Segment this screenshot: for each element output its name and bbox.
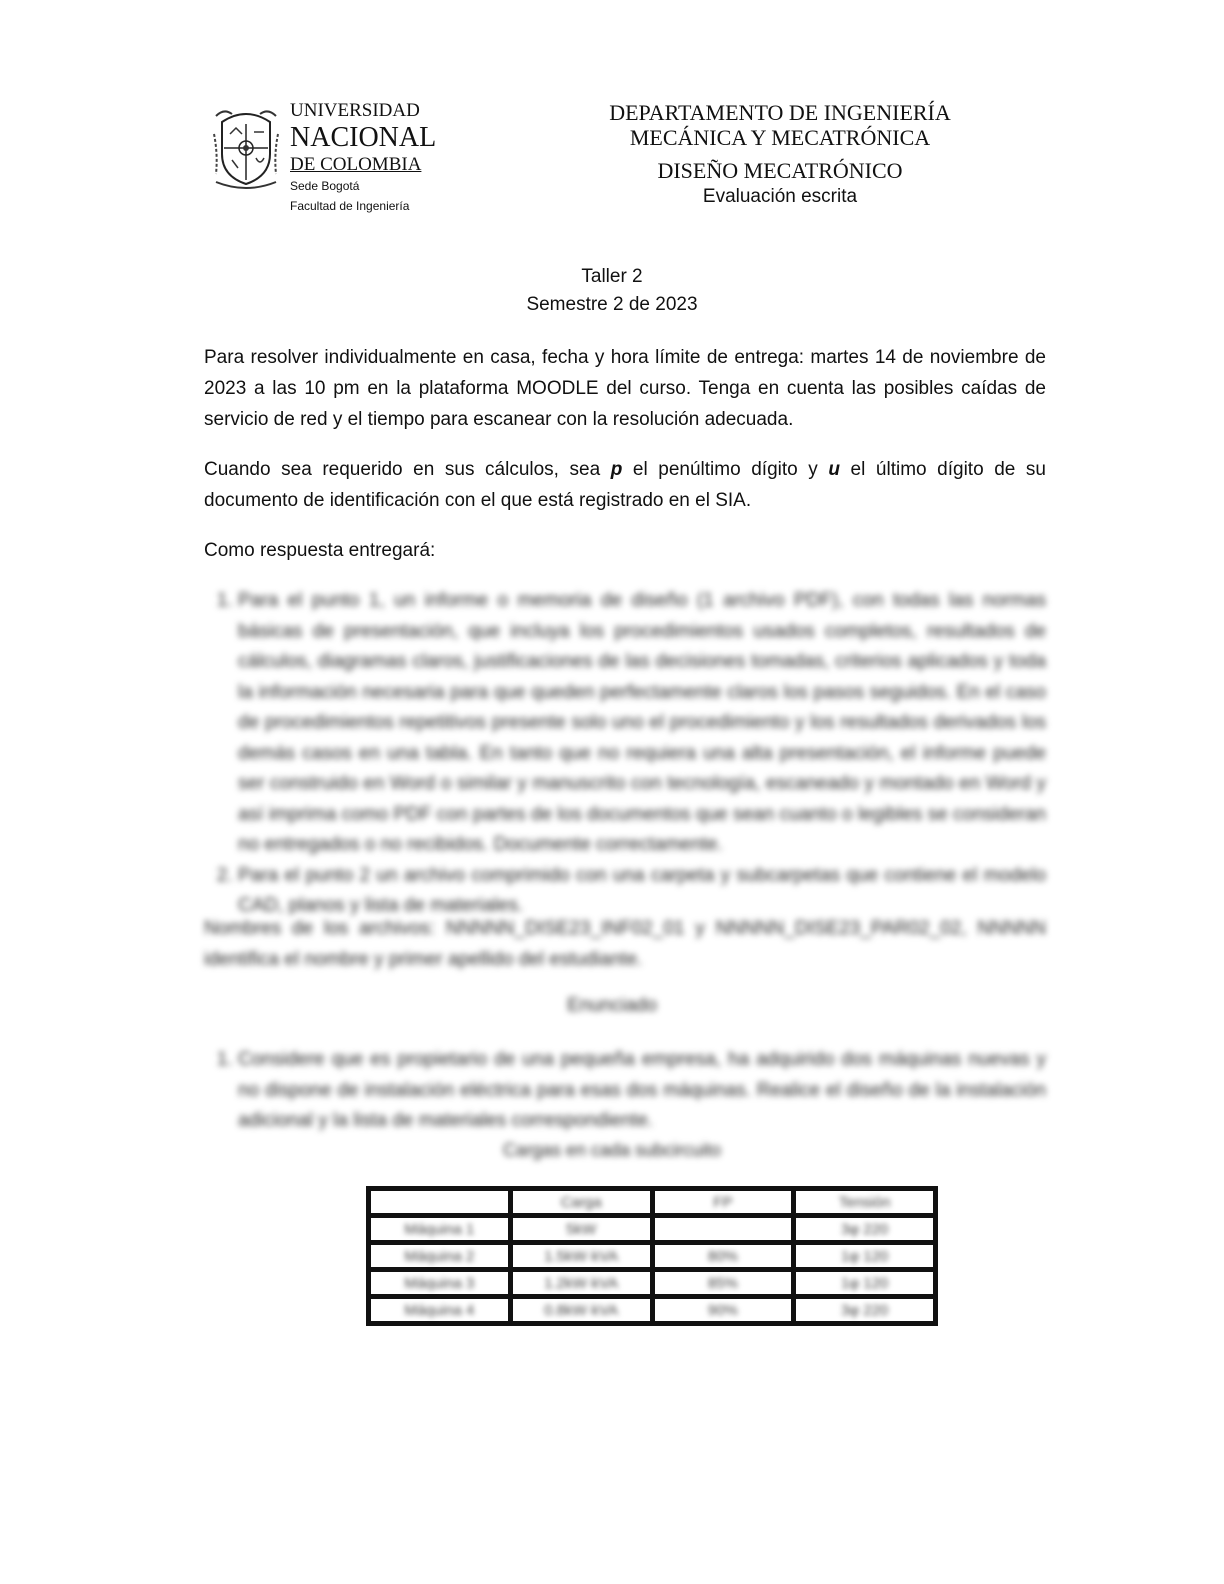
table-row — [369, 1270, 936, 1297]
table-header-row — [369, 1189, 936, 1216]
problem-statement — [204, 1045, 1046, 1137]
university-name-line2: NACIONAL — [290, 122, 437, 153]
table-header-cell: Tensión — [838, 1193, 891, 1211]
evaluation-type: Evaluación escrita — [702, 186, 858, 207]
university-sede: Sede Bogotá — [290, 179, 360, 193]
table-cell: Máquina 3 — [404, 1274, 475, 1292]
university-crest-icon — [212, 104, 280, 190]
digits-paragraph — [204, 454, 1046, 516]
deliverable-item: 2. Para el punto 2 un archivo comprimido con una carpeta y subcarpetas que contiene el modelo CAD, planos y lista de materiales. — [238, 861, 1046, 922]
table-row — [369, 1297, 936, 1324]
table-cell: 3φ 220 — [840, 1220, 889, 1238]
digit-u: u — [828, 459, 840, 480]
course-name: DISEÑO MECATRÓNICO — [657, 158, 903, 183]
section-heading: Enunciado — [567, 995, 657, 1016]
table-cell: 1φ 120 — [840, 1247, 889, 1265]
deliverables-label: Como respuesta entregará: — [204, 540, 436, 561]
table-cell: 1.2kW·kVA — [544, 1274, 619, 1292]
table-cell: 5kW — [566, 1220, 597, 1238]
document-title — [0, 263, 1224, 319]
semester-title: Semestre 2 de 2023 — [526, 294, 698, 315]
table-cell: 0.8kW·kVA — [544, 1301, 619, 1319]
table-row — [369, 1243, 936, 1270]
department-line1: DEPARTAMENTO DE INGENIERÍA — [609, 100, 951, 125]
deliverables-list — [204, 586, 1046, 922]
digits-text-mid: el penúltimo dígito y — [622, 459, 829, 480]
table-cell: 80% — [707, 1247, 738, 1265]
university-name-line1: UNIVERSIDAD — [290, 100, 420, 121]
deliverable-item: 1. Para el punto 1, un informe o memoria de diseño (1 archivo PDF), con todas las normas básicas de presentación, que incluya los procedimientos usados completos, resultados de cálculos, diagramas claros, justificaciones de las decisiones tomadas, criterios aplicados y toda la información necesaria para que queden perfectamente claros los pasos seguidos. En el caso de procedimientos repetitivos presente solo uno el procedimiento y los resultados derivados los demás casos en una tabla. En tanto que no requiera una alta presentación, el informe puede ser construido en Word o similar y manuscrito con tecnología, escaneado y montado en Word y así imprima como PDF con partes de los documentos que sean cuanto o legibles se consideran no entregados o no recibidos. Documente correctamente. — [238, 586, 1046, 861]
table-cell: 3φ 220 — [840, 1301, 889, 1319]
table-cell: Máquina 2 — [404, 1247, 475, 1265]
table-cell: 85% — [707, 1274, 738, 1292]
statement-item: 1. Considere que es propietario de una pequeña empresa, ha adquirido dos máquinas nuevas y no dispone de instalación eléctrica para esas dos máquinas. Realice el diseño de la instalación adicional y la lista de materiales correspondiente. — [238, 1045, 1046, 1137]
intro-paragraph: Para resolver individualmente en casa, fecha y hora límite de entrega: martes 14 de noviembre de 2023 a las 10 pm en la plataforma MOODLE del curso. Tenga en cuenta las posibles caídas de servicio de red y el tiempo para escanear con la resolución adecuada. — [204, 347, 1046, 430]
workshop-title: Taller 2 — [581, 266, 643, 287]
university-logo-block — [212, 100, 472, 230]
table-caption: Cargas en cada subcircuito — [502, 1140, 722, 1160]
table-header-cell: FP — [713, 1193, 733, 1211]
file-names-note: Nombres de los archivos: NNNNN_DISE23_INF02_01 y NNNNN_DISE23_PAR02_02, NNNNN identifica el nombre y primer apellido del estudiante. — [204, 918, 1046, 970]
department-header — [580, 100, 980, 210]
table-row — [369, 1216, 936, 1243]
digits-text-pre: Cuando sea requerido en sus cálculos, sea — [204, 459, 611, 480]
table-cell: 90% — [707, 1301, 738, 1319]
department-line2: MECÁNICA Y MECATRÓNICA — [629, 125, 931, 150]
table-cell: Máquina 4 — [404, 1301, 475, 1319]
digits-text-post: el último dígito de su documento de identificación con el que está registrado en el SIA. — [204, 459, 1046, 511]
table-cell: 1.5kW·kVA — [544, 1247, 619, 1265]
university-name-line3: DE COLOMBIA — [290, 154, 422, 175]
loads-table — [366, 1186, 938, 1326]
university-faculty: Facultad de Ingeniería — [290, 199, 410, 213]
table-header-cell: Carga — [560, 1193, 602, 1211]
digit-p: p — [610, 459, 623, 480]
table-cell: 1φ 120 — [840, 1274, 889, 1292]
table-cell: Máquina 1 — [404, 1220, 475, 1238]
